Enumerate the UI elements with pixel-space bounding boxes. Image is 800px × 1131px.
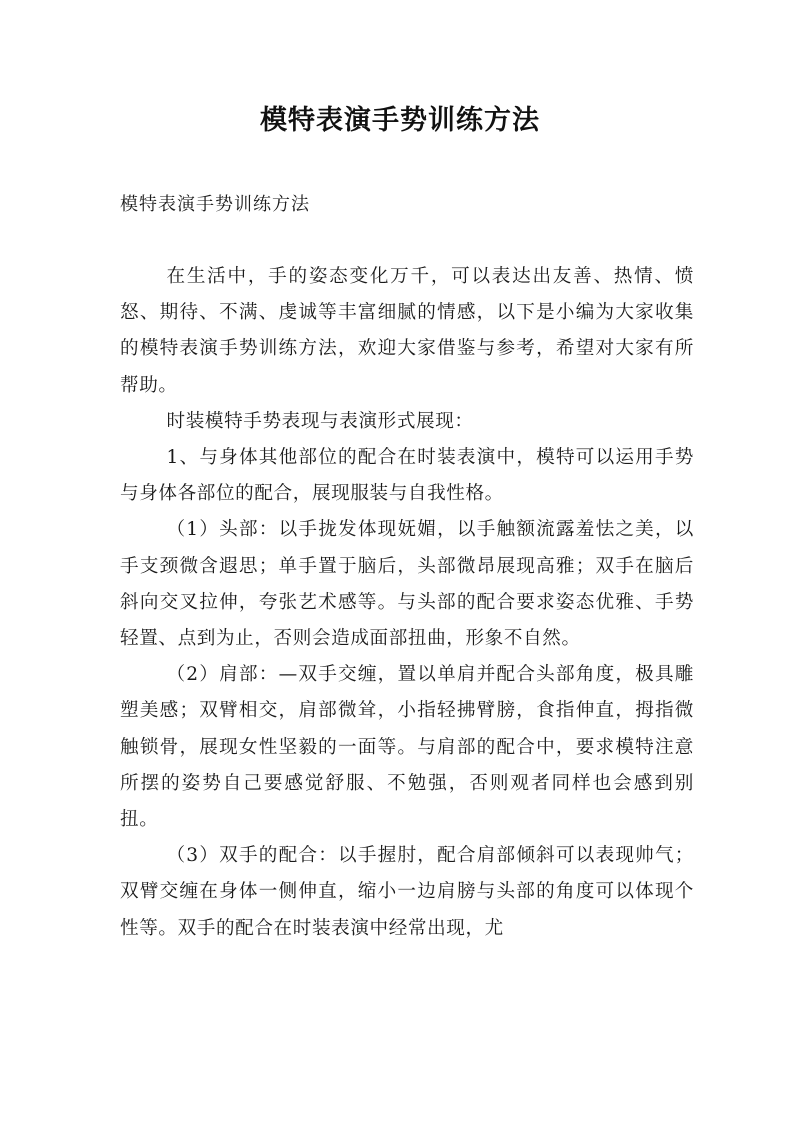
paragraph-head: （1）头部：以手拢发体现妩媚，以手触额流露羞怯之美，以手支颈微含遐思；单手置于脑后，头部微昂展现高雅；双手在脑后斜向交叉拉伸，夸张艺术感等。与头部的配合要求姿态优雅、手势轻置、点到为止，否则会造成面部扭曲，形象不自然。 [120, 519, 694, 650]
paragraph-hands: （3）双手的配合：以手握肘，配合肩部倾斜可以表现帅气；双臂交缠在身体一侧伸直，缩小一边肩膀与头部的角度可以体现个性等。双手的配合在时装表演中经常出现，尤 [120, 845, 694, 939]
document-subtitle: 模特表演手势训练方法 [120, 194, 310, 215]
document-body [120, 259, 694, 947]
document-title: 模特表演手势训练方法 [260, 105, 540, 136]
paragraph-heading: 时装模特手势表现与表演形式展现： [166, 410, 474, 432]
paragraph-shoulder: （2）肩部：—双手交缠，置以单肩并配合头部角度，极具雕塑美感；双臂相交，肩部微耸，小指轻拂臂膀，食指伸直，拇指微触锁骨，展现女性坚毅的一面等。与肩部的配合中，要求模特注意所摆的姿势自己要感觉舒服、不勉强，否则观者同样也会感到别扭。 [120, 664, 694, 831]
paragraph-intro: 在生活中，手的姿态变化万千，可以表达出友善、热情、愤怒、期待、不满、虔诚等丰富细腻的情感，以下是小编为大家收集的模特表演手势训练方法，欢迎大家借鉴与参考，希望对大家有所帮助。 [120, 266, 694, 396]
paragraph-point-1: 1、与身体其他部位的配合在时装表演中，模特可以运用手势与身体各部位的配合，展现服装与自我性格。 [120, 447, 694, 505]
